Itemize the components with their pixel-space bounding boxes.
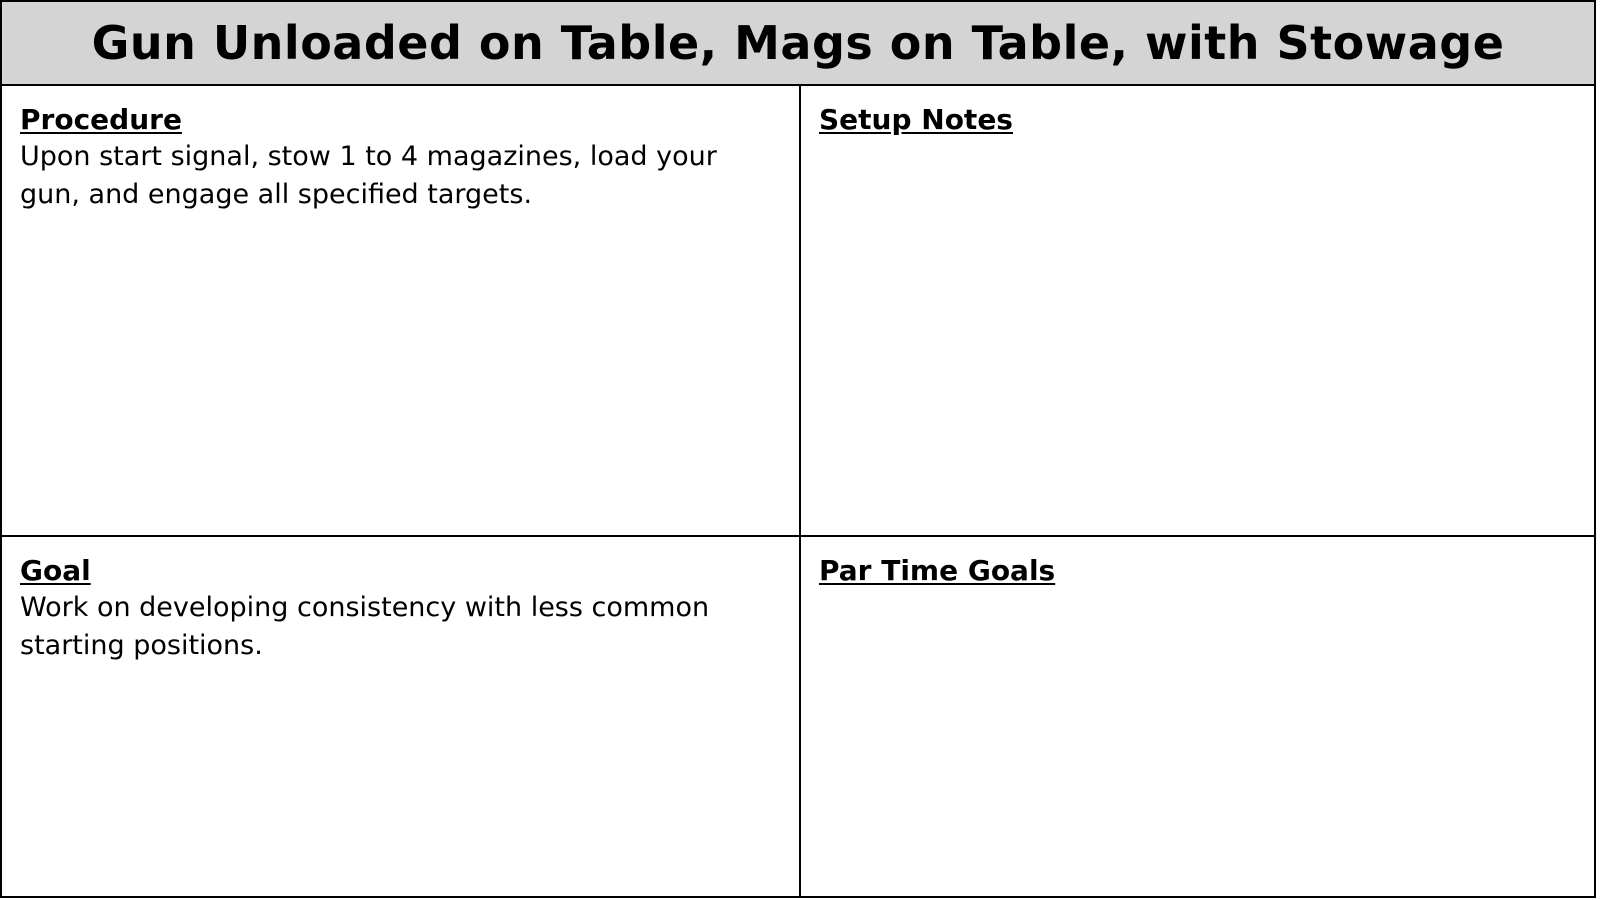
goal-section [2,537,801,896]
drill-title: Gun Unloaded on Table, Mags on Table, with Stowage [91,16,1505,70]
goal-text: Work on developing consistency with less common starting positions. [20,592,710,661]
title-bar [2,2,1594,86]
par-time-goals-heading: Par Time Goals [819,554,1056,587]
setup-notes-heading: Setup Notes [819,103,1013,136]
drill-sections-grid [2,86,1594,896]
goal-heading: Goal [20,554,91,587]
setup-notes-section [801,86,1594,537]
procedure-text: Upon start signal, stow 1 to 4 magazines, load your gun, and engage all specified targets. [20,141,717,210]
par-time-goals-section [801,537,1594,896]
procedure-heading: Procedure [20,103,182,136]
procedure-section [2,86,801,537]
